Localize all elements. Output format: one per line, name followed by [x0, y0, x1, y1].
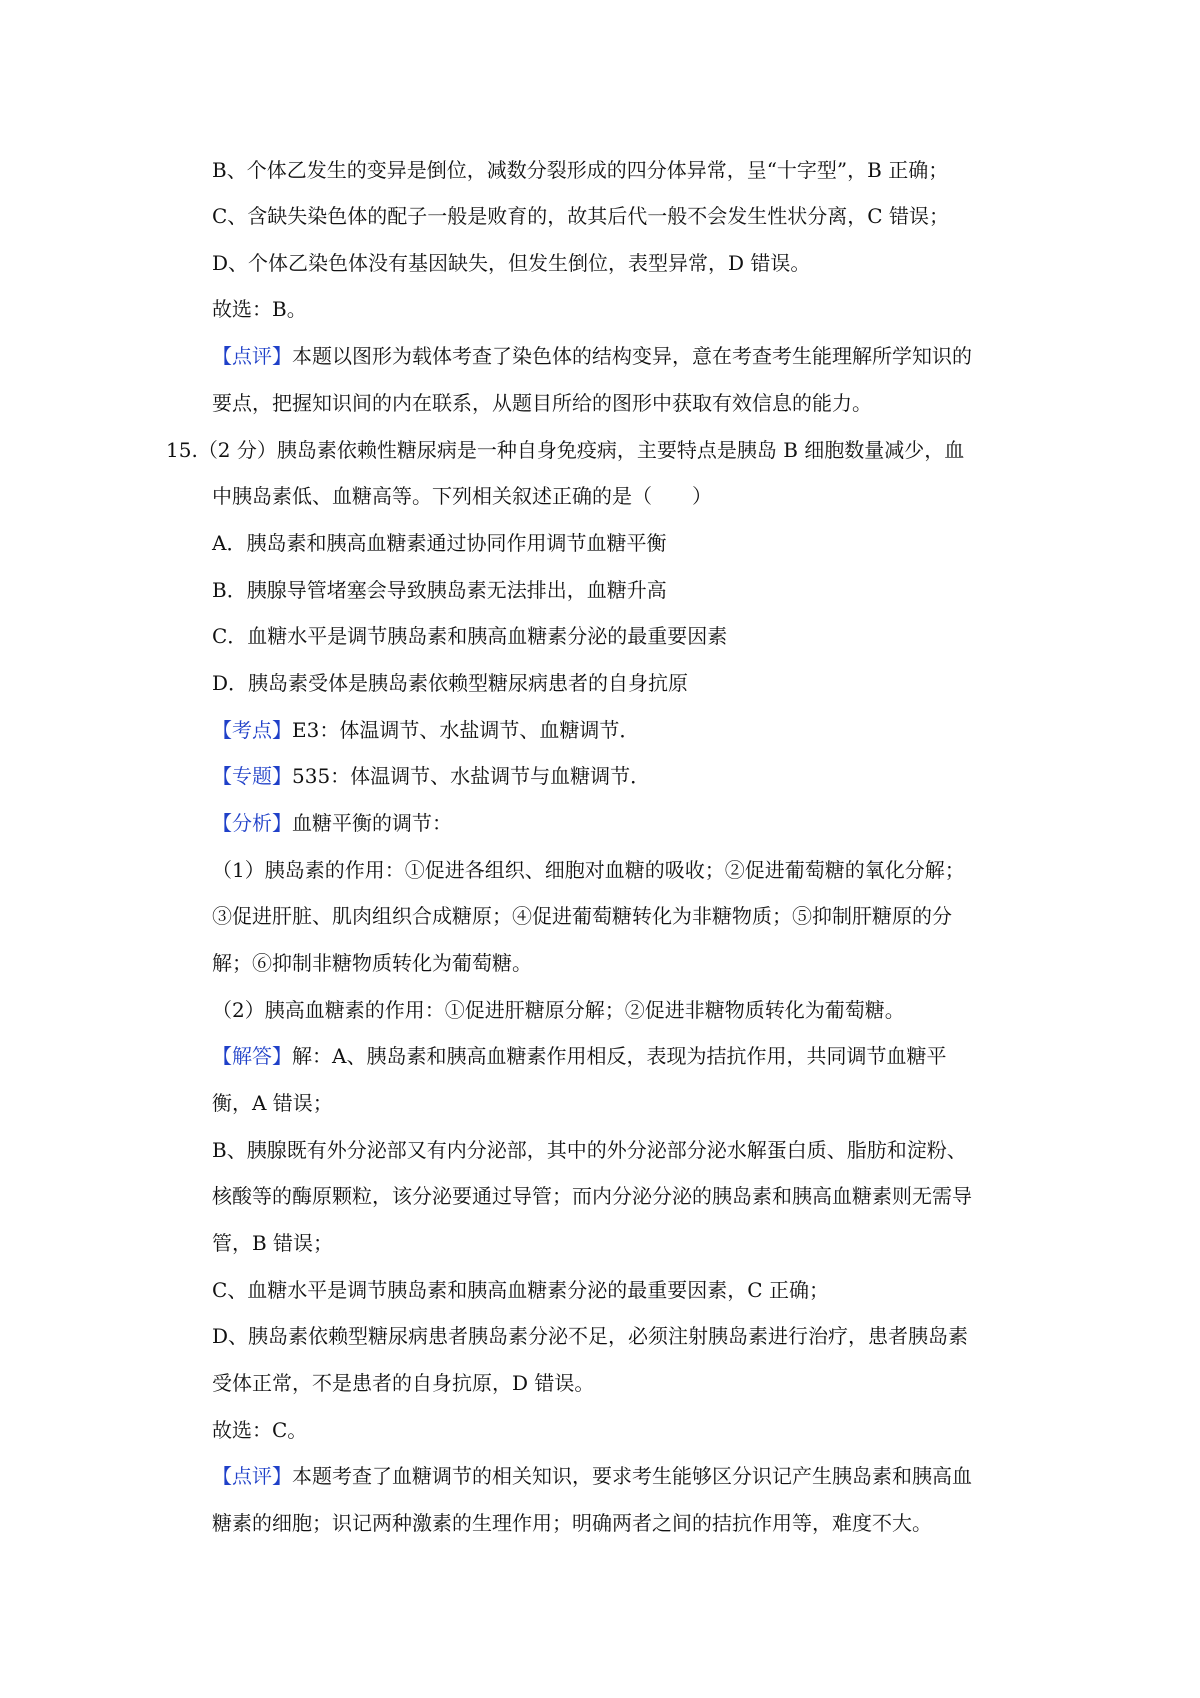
fenxi-text: 血糖平衡的调节：	[292, 811, 452, 835]
prev-comment-line-2: 要点，把握知识间的内在联系，从题目所给的图形中获取有效信息的能力。	[212, 391, 872, 415]
question-stem-line-2: 中胰岛素低、血糖高等。下列相关叙述正确的是（ ）	[212, 484, 712, 508]
option-c: C．血糖水平是调节胰岛素和胰高血糖素分泌的最重要因素	[212, 624, 728, 648]
kaodian-line: 【考点】E3：体温调节、水盐调节、血糖调节．	[212, 718, 640, 742]
prev-solution-answer: 故选：B。	[212, 297, 307, 321]
prev-comment-line-1: 【点评】本题以图形为载体考查了染色体的结构变异，意在考查考生能理解所学知识的	[212, 344, 972, 368]
dianping-line-2: 糖素的细胞；识记两种激素的生理作用；明确两者之间的拮抗作用等，难度不大。	[212, 1511, 932, 1535]
question-stem-text-1: （2 分）胰岛素依赖性糖尿病是一种自身免疫病，主要特点是胰岛 B 细胞数量减少，血	[197, 438, 965, 462]
fenxi-line: 【分析】血糖平衡的调节：	[212, 811, 452, 835]
jieda-detail-line-1: 衡，A 错误；	[212, 1091, 333, 1115]
zhuanti-tag: 专题	[232, 764, 272, 788]
prev-solution-line-b: B、个体乙发生的变异是倒位，减数分裂形成的四分体异常，呈“十字型”，B 正确；	[212, 158, 949, 182]
fenxi-detail-line-2: ③促进肝脏、肌肉组织合成糖原；④促进葡萄糖转化为非糖物质；⑤抑制肝糖原的分	[212, 904, 952, 928]
fenxi-detail-line-3: 解；⑥抑制非糖物质转化为葡萄糖。	[212, 951, 532, 975]
jieda-detail-line-7: 受体正常，不是患者的自身抗原，D 错误。	[212, 1371, 595, 1395]
zhuanti-text: 535：体温调节、水盐调节与血糖调节．	[292, 764, 651, 788]
jieda-detail-line-5: C、血糖水平是调节胰岛素和胰高血糖素分泌的最重要因素，C 正确；	[212, 1278, 829, 1302]
prev-comment-text-1: 本题以图形为载体考查了染色体的结构变异，意在考查考生能理解所学知识的	[292, 344, 972, 368]
jieda-text: 解：A、胰岛素和胰高血糖素作用相反，表现为拮抗作用，共同调节血糖平	[292, 1044, 947, 1068]
jieda-line: 【解答】解：A、胰岛素和胰高血糖素作用相反，表现为拮抗作用，共同调节血糖平	[212, 1044, 947, 1068]
zhuanti-line: 【专题】535：体温调节、水盐调节与血糖调节．	[212, 764, 651, 788]
dianping-tag: 点评	[232, 1464, 272, 1488]
option-d: D．胰岛素受体是胰岛素依赖型糖尿病患者的自身抗原	[212, 671, 689, 695]
option-b: B．胰腺导管堵塞会导致胰岛素无法排出，血糖升高	[212, 578, 667, 602]
answer-line: 故选：C。	[212, 1418, 308, 1442]
jieda-detail-line-2: B、胰腺既有外分泌部又有内分泌部，其中的外分泌部分泌水解蛋白质、脂肪和淀粉、	[212, 1138, 967, 1162]
fenxi-detail-line-1: （1）胰岛素的作用：①促进各组织、细胞对血糖的吸收；②促进葡萄糖的氧化分解；	[212, 858, 965, 882]
kaodian-text: E3：体温调节、水盐调节、血糖调节．	[292, 718, 640, 742]
fenxi-tag: 分析	[232, 811, 272, 835]
jieda-detail-line-4: 管，B 错误；	[212, 1231, 334, 1255]
prev-solution-line-c: C、含缺失染色体的配子一般是败育的，故其后代一般不会发生性状分离，C 错误；	[212, 204, 949, 228]
kaodian-tag: 考点	[232, 718, 272, 742]
jieda-detail-line-3: 核酸等的酶原颗粒，该分泌要通过导管；而内分泌分泌的胰岛素和胰高血糖素则无需导	[212, 1184, 972, 1208]
question-stem-line-1	[166, 436, 986, 464]
comment-tag: 点评	[232, 344, 272, 368]
question-number: 15.	[166, 438, 198, 462]
fenxi-detail-line-4: （2）胰高血糖素的作用：①促进肝糖原分解；②促进非糖物质转化为葡萄糖。	[212, 998, 905, 1022]
prev-solution-line-d: D、个体乙染色体没有基因缺失，但发生倒位，表型异常，D 错误。	[212, 251, 811, 275]
dianping-text-1: 本题考查了血糖调节的相关知识，要求考生能够区分识记产生胰岛素和胰高血	[292, 1464, 972, 1488]
dianping-line: 【点评】本题考查了血糖调节的相关知识，要求考生能够区分识记产生胰岛素和胰高血	[212, 1464, 972, 1488]
jieda-tag: 解答	[232, 1044, 272, 1068]
option-a: A．胰岛素和胰高血糖素通过协同作用调节血糖平衡	[212, 531, 667, 555]
jieda-detail-line-6: D、胰岛素依赖型糖尿病患者胰岛素分泌不足，必须注射胰岛素进行治疗，患者胰岛素	[212, 1324, 969, 1348]
